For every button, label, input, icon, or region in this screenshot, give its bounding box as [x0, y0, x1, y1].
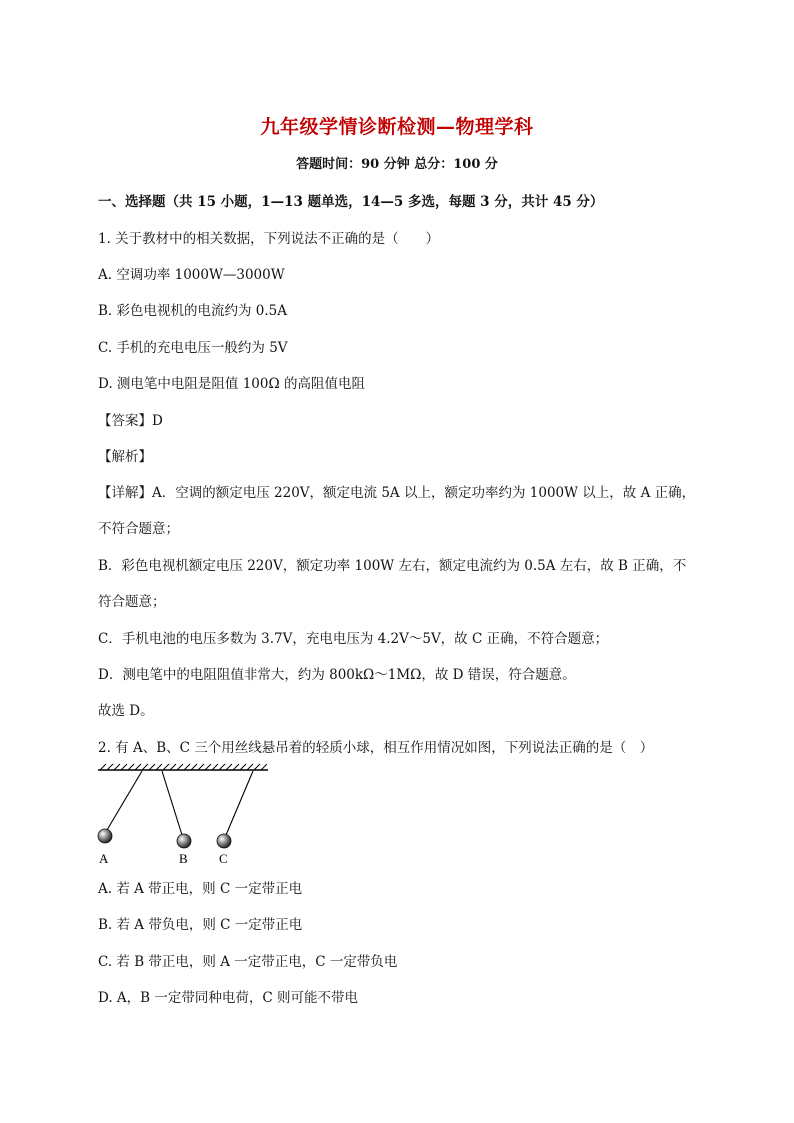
- question-2-option-b: B. 若 A 带负电，则 C 一定带正电: [98, 917, 303, 933]
- question-1-answer: 【答案】D: [98, 413, 163, 429]
- exam-info: 答题时间：90 分钟 总分：100 分: [296, 157, 498, 172]
- ceiling-support: [98, 764, 268, 770]
- question-1-conclusion: 故选 D。: [98, 703, 154, 719]
- question-2-stem: 2. 有 A、B、C 三个用丝线悬吊着的轻质小球，相互作用情况如图，下列说法正确的是（ ）: [98, 740, 654, 756]
- label-c: C: [219, 851, 228, 866]
- ball-c: [217, 834, 231, 848]
- question-1-analysis-label: 【解析】: [98, 449, 152, 465]
- question-1-detail-line: 【详解】A．空调的额定电压 220V，额定电流 5A 以上，额定功率约为 1000W 以上，故 A 正确，: [98, 485, 696, 501]
- ball-a: [98, 829, 112, 843]
- label-b: B: [179, 851, 188, 866]
- label-a: A: [99, 851, 109, 866]
- question-1-option-d: D. 测电笔中电阻是阻值 100Ω 的高阻值电阻: [98, 376, 365, 392]
- question-1-detail-line: C．手机电池的电压多数为 3.7V，充电电压为 4.2V～5V，故 C 正确，不符合题意；: [98, 631, 609, 647]
- ball-b: [177, 834, 191, 848]
- question-1-option-a: A. 空调功率 1000W—3000W: [98, 267, 285, 283]
- thread-a: [107, 771, 142, 830]
- question-1-stem: 1. 关于教材中的相关数据，下列说法不正确的是（ ）: [98, 231, 440, 247]
- thread-c: [226, 771, 253, 835]
- question-1-detail-line: D．测电笔中的电阻阻值非常大，约为 800kΩ～1MΩ，故 D 错误，符合题意。: [98, 667, 576, 683]
- question-1-option-b: B. 彩色电视机的电流约为 0.5A: [98, 303, 288, 319]
- page-title: 九年级学情诊断检测—物理学科: [260, 116, 534, 138]
- question-1-detail-line: B．彩色电视机额定电压 220V，额定功率 100W 左右，额定电流约为 0.5A 左右，故 B 正确，不: [98, 558, 687, 574]
- question-2-option-c: C. 若 B 带正电，则 A 一定带正电，C 一定带负电: [98, 954, 398, 970]
- question-1-detail-line: 不符合题意；: [98, 521, 179, 537]
- question-1-detail-line: 符合题意；: [98, 594, 166, 610]
- question-2-option-d: D. A，B 一定带同种电荷，C 则可能不带电: [98, 990, 359, 1006]
- section-heading: 一、选择题（共 15 小题，1—13 题单选，14—5 多选，每题 3 分，共计 45 分）: [98, 194, 604, 210]
- question-2-option-a: A. 若 A 带正电，则 C 一定带正电: [98, 881, 303, 897]
- question-1-option-c: C. 手机的充电电压一般约为 5V: [98, 340, 288, 356]
- thread-b: [162, 771, 182, 835]
- hanging-balls-figure: [90, 762, 280, 870]
